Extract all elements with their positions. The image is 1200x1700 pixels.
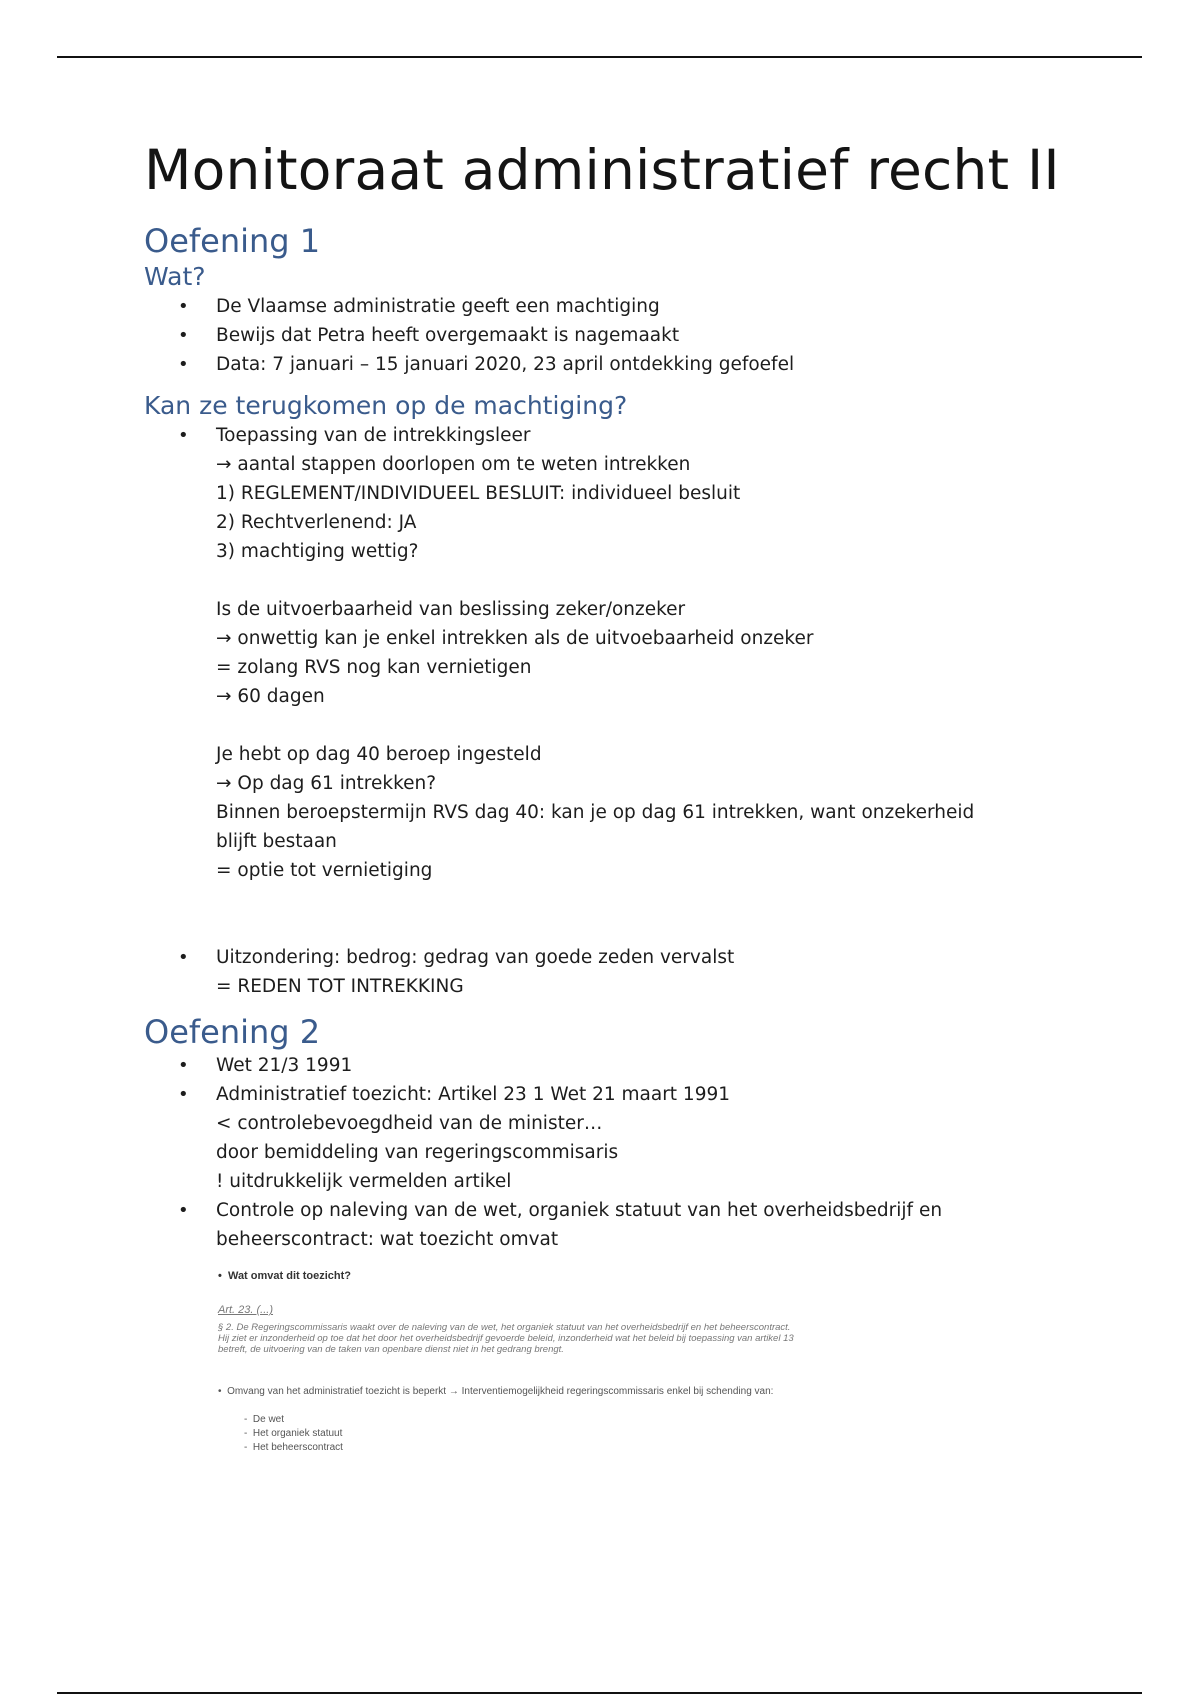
bullet-icon: • bbox=[178, 296, 189, 317]
bullet-icon: • bbox=[178, 425, 189, 446]
bullet-icon: • bbox=[178, 1055, 189, 1076]
list-item: • Controle op naleving van de wet, organiek statuut van het overheidsbedrijf en beheerscontract: wat toezicht omvat bbox=[144, 1196, 1064, 1254]
figure-subitem: - Het beheerscontract bbox=[244, 1442, 343, 1453]
figure-subitem: - De wet bbox=[244, 1414, 285, 1425]
figure-paragraph: § 2. De Regeringscommissaris waakt over de naleving van de wet, het organiek statuut van het overheidsbedrijf en het beheerscontract. Hij ziet er inzonderheid op toe dat het door het overheidsbedrijf gevoerde beleid, inzonderheid wat het beleid bij toepassing van artikel 13 betreft, de uitvoering van de taken van openbare dienst niet in het gedrang brengt. bbox=[218, 1322, 794, 1355]
list-item: • Data: 7 januari – 15 januari 2020, 23 april ontdekking gefoefel bbox=[144, 350, 1064, 379]
bullet-icon: • bbox=[178, 325, 189, 346]
list-item: • Administratief toezicht: Artikel 23 1 Wet 21 maart 1991 < controlebevoegdheid van de minister… door bemiddeling van regeringscommisaris ! uitdrukkelijk vermelden artikel bbox=[144, 1080, 1064, 1196]
kan-list bbox=[144, 421, 1064, 1001]
top-rule bbox=[57, 56, 1142, 58]
heading-oefening-2: Oefening 2 bbox=[144, 1013, 321, 1051]
figure-subitem: - Het organiek statuut bbox=[244, 1428, 343, 1439]
list-item: • De Vlaamse administratie geeft een machtiging bbox=[144, 292, 1064, 321]
document-page bbox=[144, 140, 1064, 1462]
heading-wat: Wat? bbox=[144, 262, 206, 291]
list-item: • Bewijs dat Petra heeft overgemaakt is nagemaakt bbox=[144, 321, 1064, 350]
list-item: • Wet 21/3 1991 bbox=[144, 1051, 1064, 1080]
figure-article: Art. 23. (...) bbox=[218, 1304, 274, 1316]
wat-list bbox=[144, 292, 1064, 379]
bullet-icon: • bbox=[178, 1084, 189, 1105]
heading-kan-ze-terugkomen: Kan ze terugkomen op de machtiging? bbox=[144, 391, 628, 420]
bullet-icon: • bbox=[178, 354, 189, 375]
heading-oefening-1: Oefening 1 bbox=[144, 222, 321, 260]
embedded-screenshot bbox=[218, 1264, 798, 1462]
list-item: • Uitzondering: bedrog: gedrag van goede zeden vervalst = REDEN TOT INTREKKING bbox=[144, 943, 1064, 1001]
oef2-list bbox=[144, 1051, 1064, 1254]
bullet-icon: • bbox=[178, 1200, 189, 1221]
figure-question: • Wat omvat dit toezicht? bbox=[218, 1270, 352, 1282]
list-item: • Toepassing van de intrekkingsleer → aantal stappen doorlopen om te weten intrekken 1) REGLEMENT/INDIVIDUEEL BESLUIT: individueel besluit 2) Rechtverlenend: JA 3) machtiging wettig? Is de uitvoerbaarheid van beslissing zeker/onzeker → onwettig kan je enkel intrekken als de uitvoebaarheid onzeker = zolang RVS nog kan vernietigen → 60 dagen Je hebt op dag 40 beroep ingesteld → Op dag 61 intrekken? Binnen beroepstermijn RVS dag 40: kan je op dag 61 intrekken, want onzekerheid blijft bestaan = optie tot vernietiging bbox=[144, 421, 1064, 943]
bottom-rule bbox=[57, 1692, 1142, 1694]
figure-scope: • Omvang van het administratief toezicht is beperkt → Interventiemogelijkheid regeringscommissaris enkel bij schending van: bbox=[218, 1386, 774, 1397]
bullet-icon: • bbox=[178, 947, 189, 968]
document-title: Monitoraat administratief recht II bbox=[144, 138, 1060, 202]
